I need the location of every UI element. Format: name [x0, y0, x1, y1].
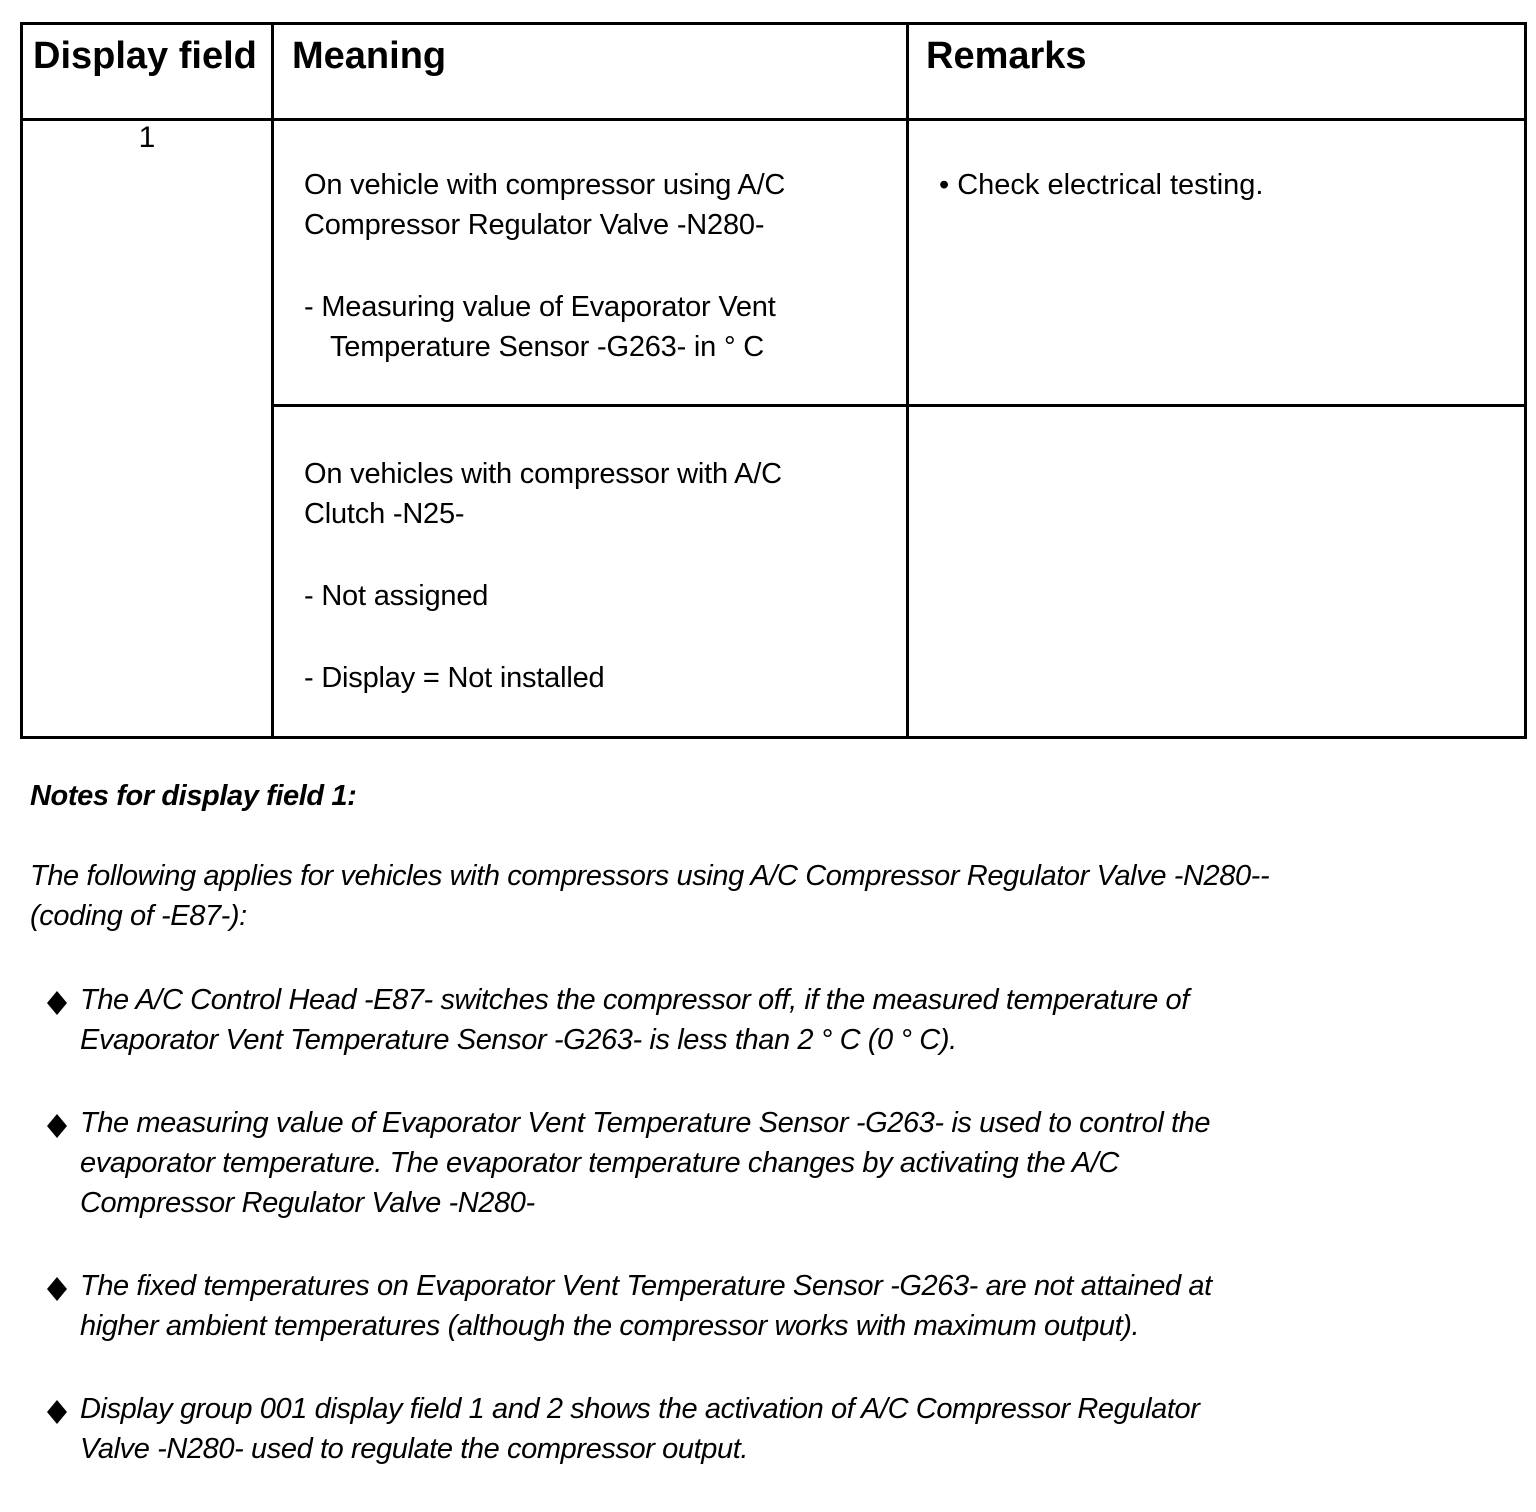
- diamond-bullet-icon: [46, 990, 68, 1016]
- diamond-bullet-icon: [46, 1113, 68, 1139]
- header-meaning: Meaning: [273, 24, 908, 120]
- diamond-bullet-icon: [46, 1399, 68, 1425]
- table-header-row: [22, 24, 1526, 120]
- remarks-cell: [908, 120, 1526, 406]
- meaning-title: On vehicles with compressor with A/C Clutch -N25-: [304, 458, 782, 530]
- notes-bullet-list: [30, 980, 1500, 1469]
- table-row: [22, 120, 1526, 406]
- remarks-cell-empty: [908, 406, 1526, 738]
- meaning-item: - Not assigned: [304, 580, 489, 612]
- notes-section: [30, 776, 1500, 1512]
- meaning-item: - Display = Not installed: [304, 662, 605, 694]
- list-item: The A/C Control Head -E87- switches the compressor off, if the measured temperature of Evaporator Vent Temperature Sensor -G263- is less than 2 ° C (0 ° C).: [30, 980, 1320, 1060]
- list-item: Display group 001 display field 1 and 2 shows the activation of A/C Compressor Regulator Valve -N280- used to regulate the compressor output.: [30, 1389, 1320, 1469]
- remark-text: • Check electrical testing.: [939, 169, 1264, 201]
- remark-text: [909, 407, 1524, 451]
- header-remarks: Remarks: [908, 24, 1526, 120]
- header-display-field: Display field: [22, 24, 273, 120]
- meaning-cell: [273, 406, 908, 738]
- notes-intro: The following applies for vehicles with compressors using A/C Compressor Regulator Valve -N280-- (coding of -E87-):: [30, 860, 1270, 932]
- meaning-title: On vehicle with compressor using A/C Compressor Regulator Valve -N280-: [304, 169, 786, 241]
- display-field-number-cell: [22, 120, 273, 738]
- diamond-bullet-icon: [46, 1276, 68, 1302]
- list-item: The measuring value of Evaporator Vent Temperature Sensor -G263- is used to control the evaporator temperature. The evaporator temperature changes by activating the A/C Compressor Regulator Valve -N280-: [30, 1103, 1320, 1223]
- list-item: The fixed temperatures on Evaporator Vent Temperature Sensor -G263- are not attained at higher ambient temperatures (although the compressor works with maximum output).: [30, 1266, 1320, 1346]
- meaning-item: - Measuring value of Evaporator Vent Temperature Sensor -G263- in ° C: [304, 291, 776, 363]
- meaning-cell: [273, 120, 908, 406]
- display-field-number: 1: [138, 121, 156, 154]
- display-field-table: [20, 22, 1527, 739]
- notes-heading: Notes for display field 1:: [30, 780, 357, 812]
